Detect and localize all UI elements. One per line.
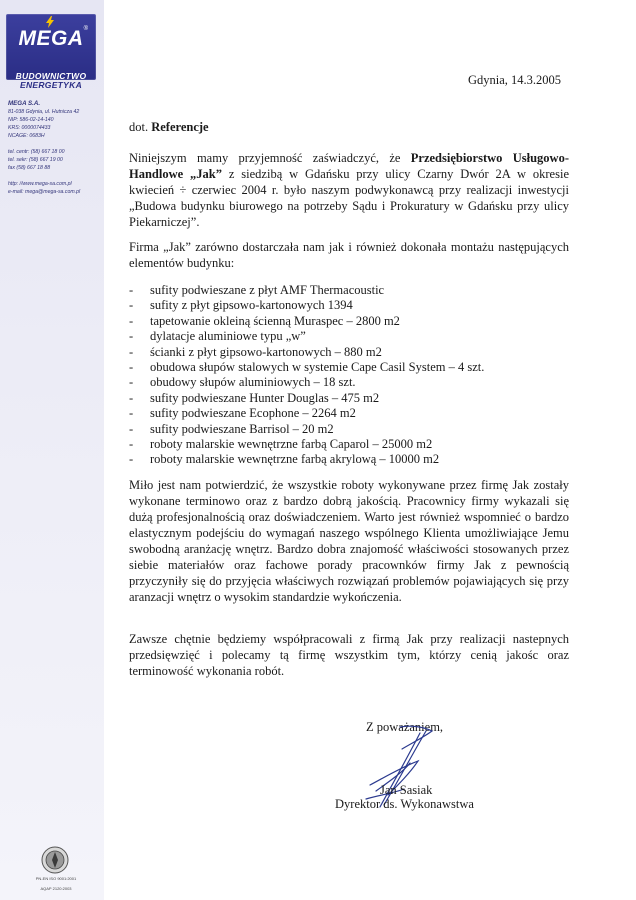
list-item-text: obudowy słupów aluminiowych – 18 szt. — [150, 375, 356, 390]
list-item-text: roboty malarskie wewnętrzne farbą Caparol – 25000 m2 — [150, 437, 433, 452]
company-ncage: NCAGE: 0683H — [8, 133, 45, 139]
list-dash: - — [129, 421, 134, 436]
contact-block — [8, 148, 65, 172]
list-item — [129, 437, 569, 452]
recommendation-paragraph: Zawsze chętnie będziemy współpracowali z firmą Jak przy realizacji nastepnych przedsięwzięć i polecamy tą firmę wszystkim tym, którzy cenią jakośc oraz terminowość wykonania robót. — [129, 632, 569, 678]
web-block — [8, 180, 80, 196]
email: e-mail: mega@mega-sa.com.pl — [8, 189, 81, 195]
list-dash: - — [129, 329, 134, 344]
letter-date: Gdynia, 14.3.2005 — [468, 73, 562, 87]
certification-seal-icon — [40, 845, 70, 875]
list-item — [129, 391, 569, 406]
logo-line-1: BUDOWNICTWO — [15, 71, 87, 81]
company-name-bold: Przedsiębiorstwo Usługowo-Handlowe „Jak” — [129, 151, 569, 181]
list-item-text: ścianki z płyt gipsowo-kartonowych – 880 m2 — [150, 344, 382, 359]
cert-standard-1: PN-EN ISO 9001:2001 — [35, 876, 77, 881]
assessment-paragraph: Miło jest nam potwierdzić, że wszystkie roboty wykonywane przez firmę Jak zostały wykonane terminowo oraz z bardzo dobrą jakością. Pracownicy firmy wykazali się dużą profesjonalnością oraz doświadczeniem. Warto jest również wspomnieć o bardzo elastycznym podejściu do wymagań naszego wspólnego Klienta umożliwiające Jemu swobodną aranżację wnętrz. Bardzo dobra znajomość właściwości stosowanych przez siebie materiałów oraz fachowe porady pracownków firmy Jak z pewnością przyczyniły się do przyjęcia właściwych rozwiązań problemów pojawiających się przy aranzacji wnętrz o wysokim standardzie wykończenia. — [129, 478, 569, 604]
registered-mark: ® — [83, 26, 88, 32]
elements-list — [129, 283, 569, 468]
tel-sekr: tel. sekr: (58) 667 19 00 — [8, 157, 63, 163]
company-address: 81-038 Gdynia, ul. Hutnicza 42 — [8, 109, 80, 115]
list-item-text: sufity podwieszane Hunter Douglas – 475 m2 — [150, 390, 380, 405]
subject-prefix: dot. — [129, 120, 149, 134]
list-item-text: sufity podwieszane Barrisol – 20 m2 — [150, 421, 334, 436]
list-dash: - — [129, 406, 134, 421]
intro-text-2: z siedzibą w Gdańsku przy ulicy Czarny Dwór 2A w okresie kwiecień ÷ czerwiec 2004 r. było naszym podwykonawcą przy realizacji inwestycji „Budowa budynku biurowego na potrzeby Sądu i Prokuratury w Gdańsku przy ulicy Piekarniczej”. — [129, 167, 569, 229]
logo-text: MEGA — [18, 27, 84, 50]
company-krs: KRS: 0000074433 — [8, 125, 51, 131]
subject-title: Referencje — [151, 120, 209, 134]
subject-line — [129, 120, 209, 135]
list-item — [129, 283, 569, 298]
list-item-text: sufity podwieszane Ecophone – 2264 m2 — [150, 406, 356, 421]
intro-paragraph — [129, 150, 569, 230]
list-dash: - — [129, 437, 134, 452]
list-item — [129, 422, 569, 437]
list-dash: - — [129, 375, 134, 390]
list-item — [129, 345, 569, 360]
tel-centr: tel. centr: (58) 667 18 00 — [8, 149, 65, 155]
scope-paragraph: Firma „Jak” zarówno dostarczała nam jak i również dokonała montażu następujących elementów budynku: — [129, 240, 569, 270]
website: http: //www.mega-sa.com.pl — [8, 181, 72, 187]
list-item-text: sufity z płyt gipsowo-kartonowych 1394 — [150, 298, 353, 313]
list-item — [129, 375, 569, 390]
company-nip: NIP: 586-02-14-140 — [8, 117, 54, 123]
list-item — [129, 298, 569, 313]
closing-phrase: Z poważaniem, — [366, 720, 444, 734]
list-item-text: tapetowanie okleiną ścienną Muraspec – 2800 m2 — [150, 313, 400, 328]
list-dash: - — [129, 360, 134, 375]
list-item-text: roboty malarskie wewnętrzne farbą akrylową – 10000 m2 — [150, 452, 440, 467]
list-dash: - — [129, 298, 134, 313]
list-dash: - — [129, 452, 134, 467]
list-dash: - — [129, 313, 134, 328]
list-dash: - — [129, 283, 134, 297]
list-item — [129, 314, 569, 329]
letterhead-sidebar — [0, 0, 104, 900]
list-item — [129, 406, 569, 421]
list-dash: - — [129, 344, 134, 359]
list-item — [129, 360, 569, 375]
company-block — [8, 100, 79, 140]
company-name: MEGA S.A. — [8, 100, 41, 107]
intro-text-1: Niniejszym mamy przyjemność zaświadczyć, że — [129, 151, 411, 165]
list-item-text: obudowa słupów stalowych w systemie Cape Casil System – 4 szt. — [150, 360, 485, 375]
fax: fax (58) 667 18 88 — [8, 165, 51, 171]
signer-name: Jan Sasiak — [380, 783, 433, 797]
list-item-text: sufity podwieszane z płyt AMF Thermacoustic — [150, 283, 385, 297]
list-item — [129, 329, 569, 344]
signer-title: Dyrektor ds. Wykonawstwa — [335, 797, 474, 811]
list-dash: - — [129, 390, 134, 405]
cert-standard-2: AQAP 2120:2003 — [40, 886, 72, 891]
list-item — [129, 452, 569, 467]
list-item-text: dylatacje aluminiowe typu „w” — [150, 329, 306, 344]
logo-line-2: ENERGETYKA — [19, 80, 83, 90]
